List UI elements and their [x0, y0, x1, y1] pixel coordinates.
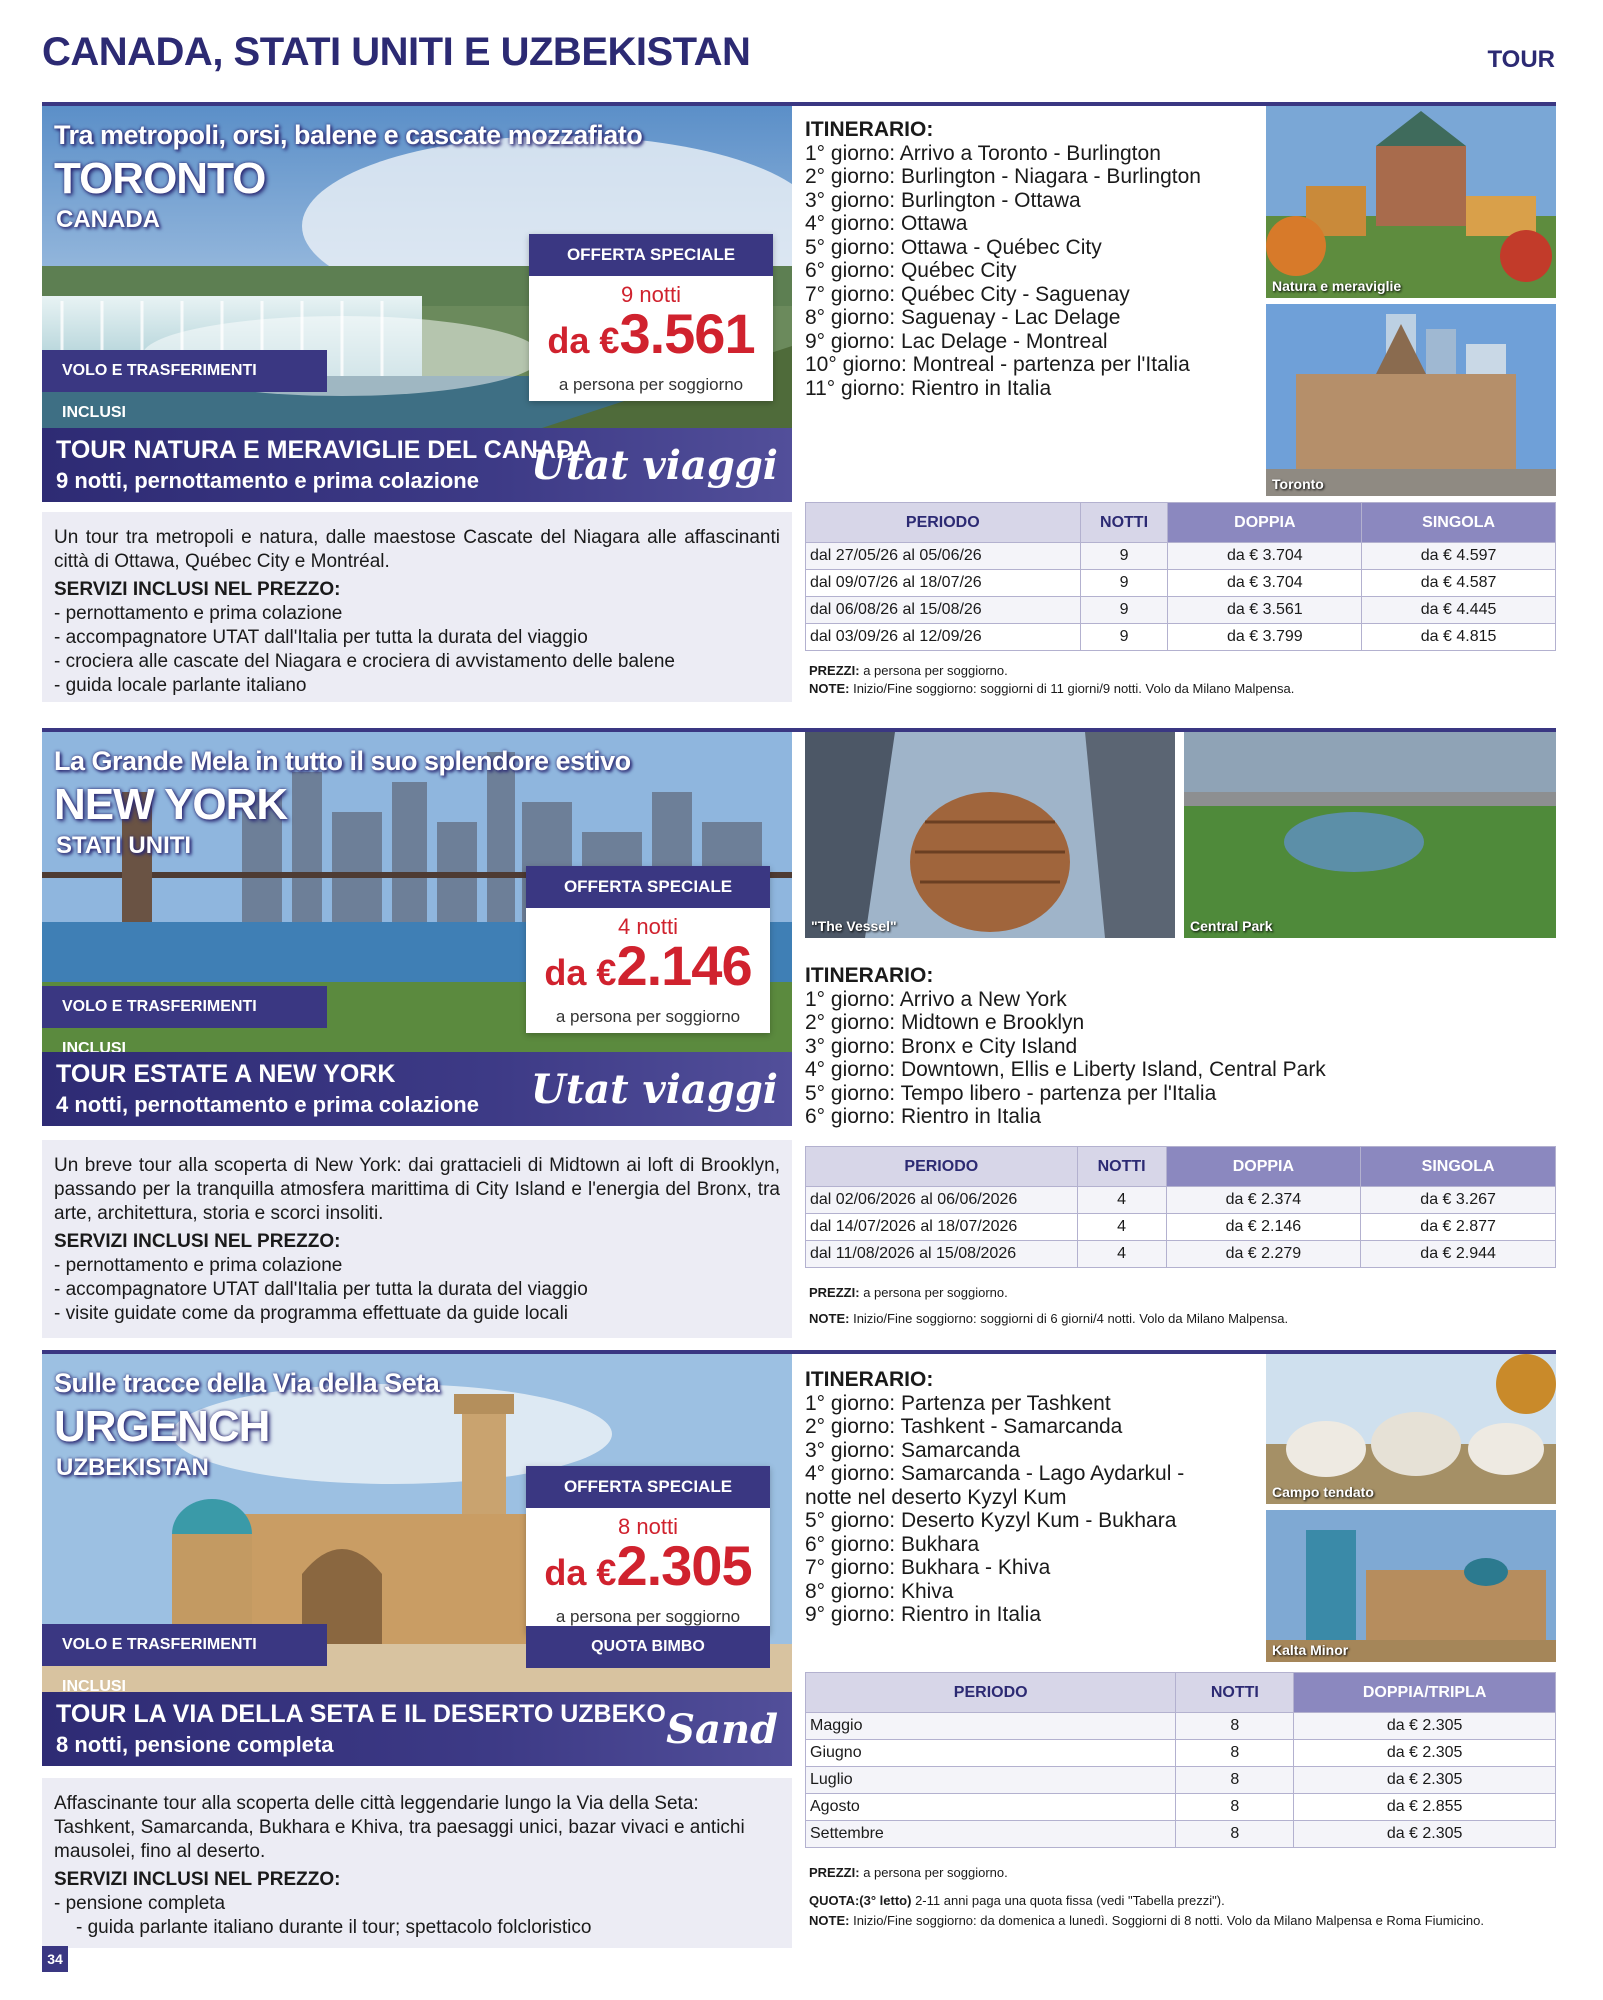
itinerary-day: 5° giorno: Deserto Kyzyl Kum - Bukhara	[805, 1509, 1177, 1532]
table-header: DOPPIA/TRIPLA	[1294, 1673, 1556, 1713]
toronto-city-illustration	[1266, 304, 1556, 496]
table-cell: da € 3.704	[1168, 570, 1362, 597]
services-heading: SERVIZI INCLUSI NEL PREZZO:	[54, 1869, 341, 1890]
itinerary-day: 2° giorno: Midtown e Brooklyn	[805, 1011, 1085, 1034]
flight-included-badge: VOLO E TRASFERIMENTI INCLUSI	[42, 1624, 327, 1666]
itinerary-day: 2° giorno: Tashkent - Samarcanda	[805, 1415, 1123, 1438]
description-text: Affascinante tour alla scoperta delle città leggendarie lungo la Via della Seta: Tashkent, Samarcanda, Bukhara e Khiva, tra paesaggi unici, bazar vivaci e antichi mausolei, fino al deserto.	[54, 1793, 745, 1862]
table-cell: da € 2.305	[1294, 1740, 1556, 1767]
offer-price	[526, 1534, 770, 1607]
offer-price-prefix: da €	[547, 320, 620, 361]
table-row	[806, 1713, 1556, 1740]
itinerary-day: 9° giorno: Lac Delage - Montreal	[805, 329, 1108, 353]
table-header: PERIODO	[806, 503, 1081, 543]
itinerary-day: 4° giorno: Samarcanda - Lago Aydarkul -	[805, 1462, 1185, 1485]
table-cell: 4	[1077, 1241, 1166, 1268]
service-item: - guida locale parlante italiano	[54, 674, 780, 698]
table-cell: da € 2.374	[1166, 1187, 1361, 1214]
tour-description	[42, 512, 792, 702]
price-notes	[809, 1280, 1554, 1332]
table-header: PERIODO	[806, 1673, 1176, 1713]
tour-name: TOUR NATURA E MERAVIGLIE DEL CANADA	[56, 436, 593, 464]
hero-country: UZBEKISTAN	[56, 1454, 209, 1481]
note-label: PREZZI:	[809, 663, 860, 678]
table-cell: 4	[1077, 1187, 1166, 1214]
table-cell: da € 2.305	[1294, 1713, 1556, 1740]
service-item: - guida parlante italiano durante il tour; spettacolo folcloristico	[54, 1916, 780, 1940]
photo-caption: Kalta Minor	[1272, 1642, 1349, 1658]
table-row	[806, 1821, 1556, 1848]
table-cell: da € 4.597	[1362, 543, 1556, 570]
table-row	[806, 570, 1556, 597]
table-row	[806, 1214, 1556, 1241]
offer-label: OFFERTA SPECIALE	[526, 1466, 770, 1508]
table-cell: Luglio	[806, 1767, 1176, 1794]
note-text: Inizio/Fine soggiorno: da domenica a lunedì. Soggiorni di 8 notti. Volo da Milano Malpensa e Roma Fiumicino.	[853, 1913, 1484, 1928]
note-label: NOTE:	[809, 1311, 850, 1326]
hero-city: NEW YORK	[54, 780, 288, 829]
table-cell: Giugno	[806, 1740, 1176, 1767]
photo-caption: "The Vessel"	[811, 918, 897, 934]
offer-per-person: a persona per soggiorno	[558, 375, 744, 394]
photo-toronto	[1266, 304, 1556, 496]
table-header: NOTTI	[1080, 503, 1168, 543]
table-cell: 4	[1077, 1214, 1166, 1241]
photo-caption: Central Park	[1190, 918, 1273, 934]
offer-price-amount: 2.146	[616, 934, 752, 997]
offer-label: OFFERTA SPECIALE	[526, 866, 770, 908]
table-cell: 8	[1176, 1821, 1294, 1848]
itinerary-day: 4° giorno: Ottawa	[805, 212, 968, 235]
itinerary-day: notte nel deserto Kyzyl Kum	[805, 1485, 1067, 1509]
special-offer-box	[526, 1466, 770, 1633]
table-header: SINGOLA	[1362, 503, 1556, 543]
services-heading: SERVIZI INCLUSI NEL PREZZO:	[54, 1231, 341, 1252]
table-header: SINGOLA	[1361, 1147, 1556, 1187]
itinerary-day: 1° giorno: Arrivo a Toronto - Burlington	[805, 141, 1161, 165]
table-cell: da € 2.944	[1361, 1241, 1556, 1268]
table-cell: Settembre	[806, 1821, 1176, 1848]
hero-image-urgench	[42, 1354, 792, 1692]
tour-banner	[42, 428, 792, 502]
table-cell: da € 4.587	[1362, 570, 1556, 597]
itinerary-day: 6° giorno: Bukhara	[805, 1532, 980, 1556]
note-text: 2-11 anni paga una quota fissa (vedi "Tabella prezzi").	[915, 1893, 1225, 1908]
offer-price-amount: 3.561	[619, 302, 755, 365]
table-header-row	[806, 1147, 1556, 1187]
price-notes	[809, 1862, 1554, 1930]
note-line	[809, 1912, 1554, 1930]
flight-included-badge: VOLO E TRASFERIMENTI INCLUSI	[42, 986, 327, 1028]
price-table	[805, 1672, 1556, 1848]
page-title: CANADA, STATI UNITI E UZBEKISTAN	[42, 30, 751, 74]
note-text: a persona per soggiorno.	[863, 663, 1008, 678]
itinerary-day: 6° giorno: Rientro in Italia	[805, 1105, 1042, 1128]
itinerary-day: 1° giorno: Partenza per Tashkent	[805, 1391, 1111, 1415]
itinerary-heading: ITINERARIO:	[805, 964, 934, 987]
table-cell: da € 3.799	[1168, 624, 1362, 651]
table-cell: dal 11/08/2026 al 15/08/2026	[806, 1241, 1078, 1268]
tour-name: TOUR LA VIA DELLA SETA E IL DESERTO UZBEKO	[56, 1700, 666, 1728]
note-text: Inizio/Fine soggiorno: soggiorni di 11 giorni/9 notti. Volo da Milano Malpensa.	[853, 681, 1295, 696]
note-label: NOTE:	[809, 681, 850, 696]
offer-price	[526, 934, 770, 1007]
table-cell: da € 2.146	[1166, 1214, 1361, 1241]
description-text: Un breve tour alla scoperta di New York: dai grattacieli di Midtown ai loft di Brooklyn, passando per la tranquilla atmosfera marittima di City Island e l'energia del Bronx, tra arte, architettura, storia e scorci insoliti.	[54, 1155, 780, 1224]
table-header-row	[806, 503, 1556, 543]
itinerary-day: 4° giorno: Downtown, Ellis e Liberty Island, Central Park	[805, 1058, 1326, 1081]
central-park-illustration	[1184, 732, 1556, 938]
offer-per-person: a persona per soggiorno	[555, 1007, 741, 1026]
table-cell: da € 4.445	[1362, 597, 1556, 624]
itinerary-day: 5° giorno: Tempo libero - partenza per l'Italia	[805, 1081, 1217, 1105]
hero-city: TORONTO	[54, 154, 266, 203]
note-line	[809, 662, 1554, 680]
table-row	[806, 543, 1556, 570]
itinerary-day: 2° giorno: Burlington - Niagara - Burlington	[805, 165, 1201, 188]
itinerary-day: 7° giorno: Québec City - Saguenay	[805, 282, 1130, 306]
tour-banner	[42, 1052, 792, 1126]
service-item: - pernottamento e prima colazione	[54, 1254, 780, 1278]
itinerary-day: 1° giorno: Arrivo a New York	[805, 987, 1067, 1011]
table-cell: da € 2.279	[1166, 1241, 1361, 1268]
itinerary-day: 3° giorno: Burlington - Ottawa	[805, 188, 1081, 212]
offer-nights: 4 notti	[618, 914, 678, 939]
table-row	[806, 1241, 1556, 1268]
table-cell: 8	[1176, 1713, 1294, 1740]
hero-tagline: La Grande Mela in tutto il suo splendore estivo	[54, 746, 631, 776]
table-cell: dal 09/07/26 al 18/07/26	[806, 570, 1081, 597]
note-label: NOTE:	[809, 1913, 850, 1928]
note-label: QUOTA:(3° letto)	[809, 1893, 912, 1908]
table-cell: da € 2.305	[1294, 1821, 1556, 1848]
photo-caption: Natura e meraviglie	[1272, 278, 1402, 294]
itinerary-day: 3° giorno: Samarcanda	[805, 1438, 1021, 1462]
tour-nights-board: 8 notti, pensione completa	[56, 1732, 334, 1757]
note-line	[809, 680, 1554, 698]
table-cell: da € 2.305	[1294, 1767, 1556, 1794]
tour-description	[42, 1778, 792, 1948]
offer-label: OFFERTA SPECIALE	[529, 234, 773, 276]
photo-yurt-camp	[1266, 1354, 1556, 1504]
itinerary-day: 8° giorno: Khiva	[805, 1579, 954, 1603]
price-table	[805, 502, 1556, 651]
tour-section-usa	[42, 728, 1556, 1328]
services-list	[54, 602, 780, 698]
itinerary-day: 8° giorno: Saguenay - Lac Delage	[805, 306, 1121, 329]
offer-price-amount: 2.305	[616, 1534, 752, 1597]
table-cell: Maggio	[806, 1713, 1176, 1740]
brand-logo: Utat viaggi	[530, 1066, 778, 1113]
hero-tagline: Tra metropoli, orsi, balene e cascate mozzafiato	[54, 120, 643, 150]
itinerary-day: 5° giorno: Ottawa - Québec City	[805, 235, 1102, 259]
table-cell: da € 2.877	[1361, 1214, 1556, 1241]
services-heading: SERVIZI INCLUSI NEL PREZZO:	[54, 579, 341, 600]
hero-country: STATI UNITI	[56, 832, 192, 859]
tour-nights-board: 4 notti, pernottamento e prima colazione	[56, 1092, 479, 1117]
offer-price-prefix: da €	[544, 952, 617, 993]
table-cell: 8	[1176, 1794, 1294, 1821]
hero-tagline: Sulle tracce della Via della Seta	[54, 1368, 440, 1398]
itinerary-day: 10° giorno: Montreal - partenza per l'Italia	[805, 353, 1190, 376]
photo-caption: Campo tendato	[1272, 1484, 1374, 1500]
table-cell: 9	[1080, 597, 1168, 624]
note-line	[809, 1862, 1554, 1884]
photo-kalta-minor	[1266, 1510, 1556, 1662]
price-table	[805, 1146, 1556, 1268]
itinerary-day: 3° giorno: Bronx e City Island	[805, 1034, 1078, 1058]
table-cell: 9	[1080, 570, 1168, 597]
table-row	[806, 624, 1556, 651]
table-header: PERIODO	[806, 1147, 1078, 1187]
table-cell: 9	[1080, 624, 1168, 651]
photo-quebec	[1266, 106, 1556, 298]
itinerary-heading: ITINERARIO:	[805, 118, 934, 141]
service-item: - accompagnatore UTAT dall'Italia per tutta la durata del viaggio	[54, 1278, 780, 1302]
hero-image-toronto	[42, 106, 792, 428]
table-cell: da € 3.704	[1168, 543, 1362, 570]
itinerary	[805, 1368, 1265, 1627]
itinerary	[805, 964, 1555, 1129]
vessel-illustration	[805, 732, 1175, 938]
hero-image-new-york	[42, 732, 792, 1052]
table-row	[806, 1740, 1556, 1767]
note-text: a persona per soggiorno.	[863, 1865, 1008, 1880]
tour-section-canada	[42, 102, 1556, 702]
itinerary-heading: ITINERARIO:	[805, 1368, 934, 1391]
photo-caption: Toronto	[1272, 476, 1324, 492]
table-cell: da € 2.855	[1294, 1794, 1556, 1821]
table-cell: dal 02/06/2026 al 06/06/2026	[806, 1187, 1078, 1214]
chateau-illustration	[1266, 106, 1556, 298]
note-line	[809, 1890, 1554, 1912]
yurt-camp-illustration	[1266, 1354, 1556, 1504]
service-item: - visite guidate come da programma effettuate da guide locali	[54, 1302, 780, 1326]
section-tag: TOUR	[1487, 46, 1555, 73]
itinerary-day: 9° giorno: Rientro in Italia	[805, 1603, 1042, 1626]
brand-logo: Utat viaggi	[530, 442, 778, 489]
table-cell: dal 27/05/26 al 05/06/26	[806, 543, 1081, 570]
special-offer-box	[529, 234, 773, 401]
table-cell: da € 3.561	[1168, 597, 1362, 624]
itinerary-day: 6° giorno: Québec City	[805, 259, 1017, 282]
tour-description	[42, 1140, 792, 1338]
itinerary-day: 11° giorno: Rientro in Italia	[805, 376, 1052, 400]
table-cell: dal 06/08/26 al 15/08/26	[806, 597, 1081, 624]
service-item: - pernottamento e prima colazione	[54, 602, 780, 626]
hero-country: CANADA	[56, 206, 160, 233]
photo-central-park	[1184, 732, 1556, 938]
table-cell: 8	[1176, 1740, 1294, 1767]
tour-nights-board: 9 notti, pernottamento e prima colazione	[56, 468, 479, 493]
child-quota-badge: QUOTA BIMBO	[526, 1626, 770, 1668]
table-header: DOPPIA	[1166, 1147, 1361, 1187]
note-label: PREZZI:	[809, 1865, 860, 1880]
services-list	[54, 1254, 780, 1326]
page-number: 34	[42, 1946, 68, 1972]
offer-price	[529, 302, 773, 375]
note-text: Inizio/Fine soggiorno: soggiorni di 6 giorni/4 notti. Volo da Milano Malpensa.	[853, 1311, 1289, 1326]
offer-price-prefix: da €	[544, 1552, 617, 1593]
tour-banner	[42, 1692, 792, 1766]
description-text: Un tour tra metropoli e natura, dalle maestose Cascate del Niagara alle affascinanti città di Ottawa, Québec City e Montréal.	[54, 527, 780, 572]
itinerary	[805, 118, 1305, 400]
note-text: a persona per soggiorno.	[863, 1285, 1008, 1300]
table-cell: 9	[1080, 543, 1168, 570]
table-row	[806, 597, 1556, 624]
kalta-minor-illustration	[1266, 1510, 1556, 1662]
table-cell: da € 3.267	[1361, 1187, 1556, 1214]
flight-included-badge: VOLO E TRASFERIMENTI INCLUSI	[42, 350, 327, 392]
table-cell: dal 03/09/26 al 12/09/26	[806, 624, 1081, 651]
table-header: NOTTI	[1077, 1147, 1166, 1187]
table-header: DOPPIA	[1168, 503, 1362, 543]
tour-section-uzbekistan	[42, 1350, 1556, 1960]
offer-per-person: a persona per soggiorno	[555, 1607, 741, 1626]
hero-city: URGENCH	[54, 1402, 270, 1451]
price-notes	[809, 662, 1554, 698]
table-cell: 8	[1176, 1767, 1294, 1794]
note-label: PREZZI:	[809, 1285, 860, 1300]
offer-nights: 9 notti	[621, 282, 681, 307]
table-row	[806, 1187, 1556, 1214]
service-item: - accompagnatore UTAT dall'Italia per tutta la durata del viaggio	[54, 626, 780, 650]
table-cell: Agosto	[806, 1794, 1176, 1821]
offer-nights: 8 notti	[618, 1514, 678, 1539]
table-header-row	[806, 1673, 1556, 1713]
photo-vessel	[805, 732, 1175, 938]
table-cell: da € 4.815	[1362, 624, 1556, 651]
table-row	[806, 1794, 1556, 1821]
service-item: - crociera alle cascate del Niagara e crociera di avvistamento delle balene	[54, 650, 780, 674]
note-line	[809, 1306, 1554, 1332]
special-offer-box	[526, 866, 770, 1033]
brand-logo: Sand	[666, 1706, 778, 1753]
table-cell: dal 14/07/2026 al 18/07/2026	[806, 1214, 1078, 1241]
tour-name: TOUR ESTATE A NEW YORK	[56, 1060, 396, 1088]
itinerary-day: 7° giorno: Bukhara - Khiva	[805, 1556, 1051, 1579]
service-item: - pensione completa	[54, 1892, 780, 1916]
services-list	[54, 1892, 780, 1940]
table-row	[806, 1767, 1556, 1794]
table-header: NOTTI	[1176, 1673, 1294, 1713]
note-line	[809, 1280, 1554, 1306]
